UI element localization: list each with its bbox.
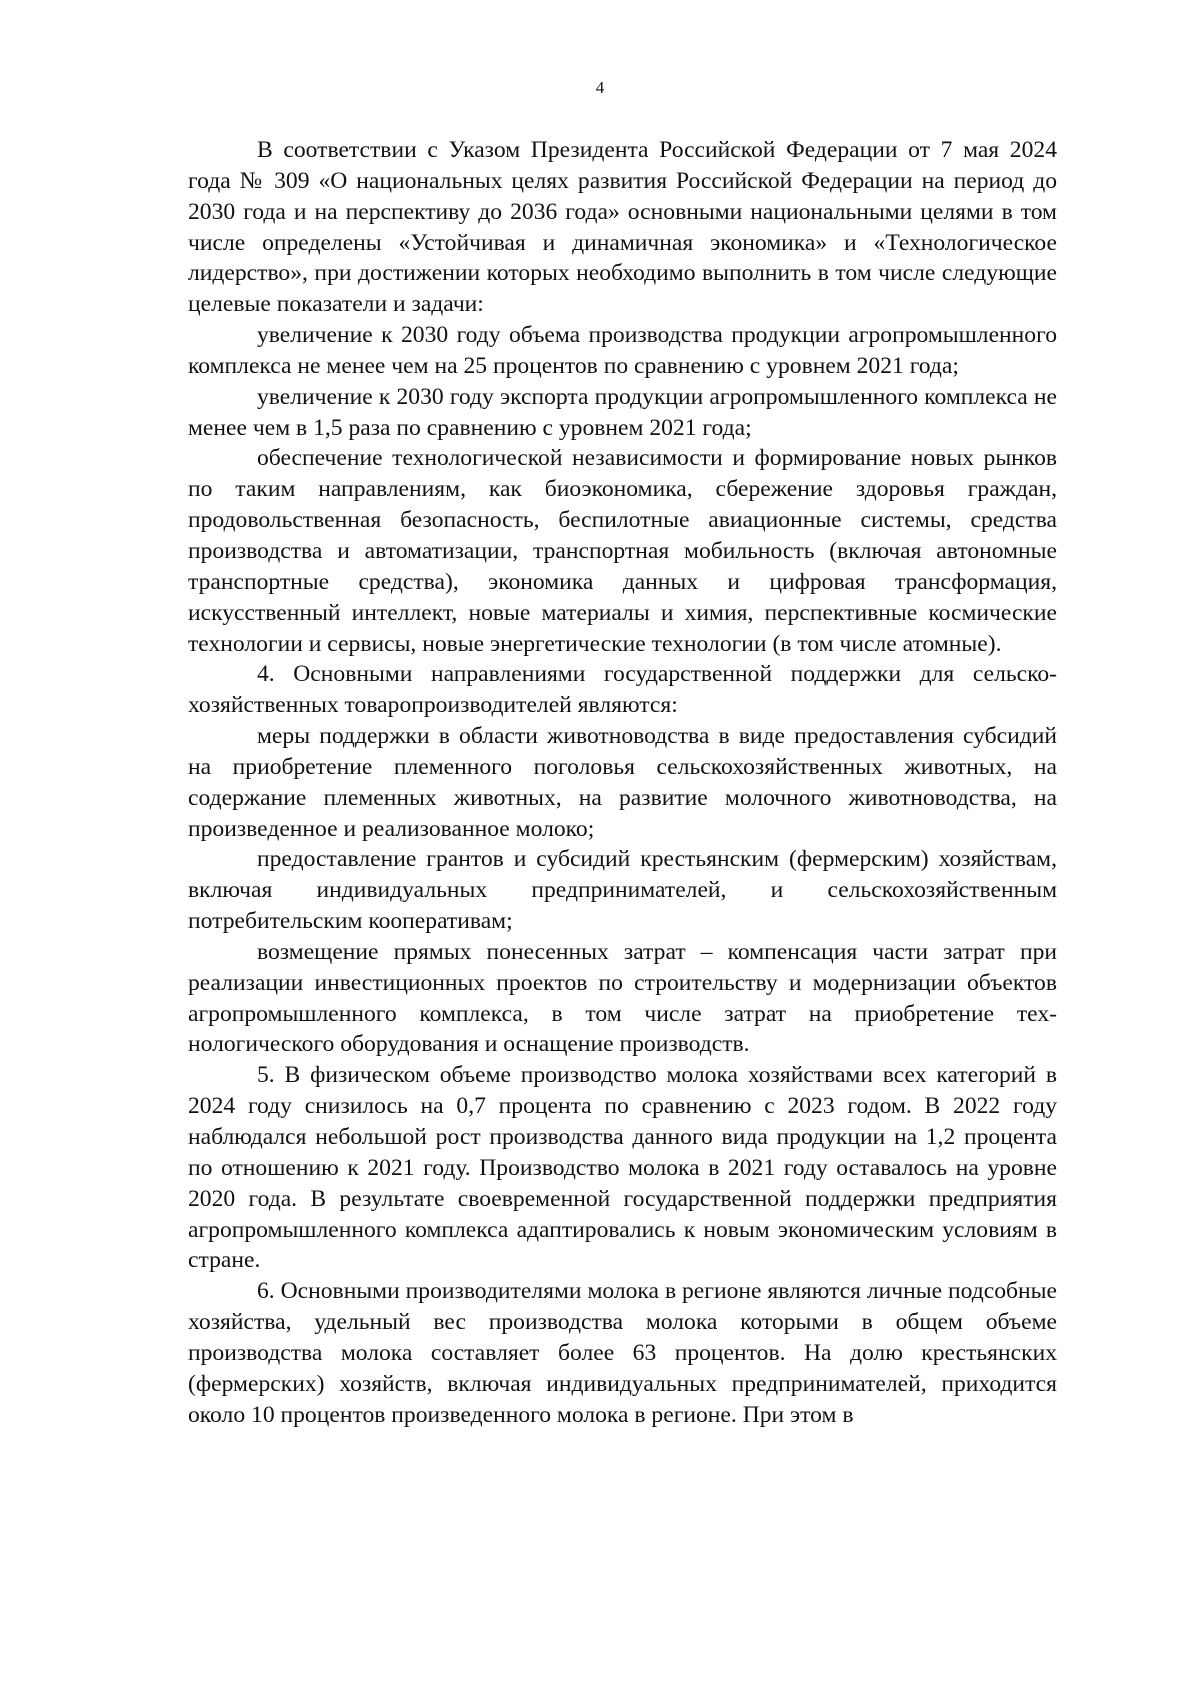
paragraph-livestock-support: меры поддержки в области животноводства в виде предоставления субсидий на приобретение племенного поголовья сельскохозяйственных животных, на содержание племенных животных, на развитие молочного животноводства, на произведенное и реализованное молоко; — [188, 723, 1057, 842]
paragraph-milk-production-dynamics: 5. В физическом объеме производство молока хозяйствами всех категорий в 2024 году снизилось на 0,7 процента по сравнению с 2023 годом. В 2022 году наблюдался небольшой рост производства данного вида продукции на 1,2 процента по отношению к 2021 году. Производство молока в 2021 году оставалось на уровне 2020 года. В результате своевременной государственной поддержки предприятия агропромышленного комплекса адаптировались к новым экономическим условиям в стране. — [188, 1062, 1057, 1274]
page-number: 4 — [595, 78, 605, 97]
paragraph-milk-producers: 6. Основными производителями молока в регионе являются личные подсобные хозяйства, удельный вес производства молока которыми в общем объеме производства молока составляет более 63 процентов. На долю крестьянских (фермерских) хозяйств, включая индивидуальных предпринимателей, приходится около 10 процентов произведенного молока в регионе. При этом в — [188, 1278, 1057, 1428]
paragraph-technological-independence: обеспечение технологической независимости и формирование новых рынков по таким направлениям, как биоэкономика, сбережение здоровья граждан, продовольственная безопасность, беспилотные авиационные системы, средства производства и автоматизации, транспортная мобильность (включая автономные транспортные средства), экономика данных и цифровая трансформация, искусственный интеллект, новые материалы и химия, перспективные космические технологии и сервисы, новые энергетические технологии (в том числе атомные). — [188, 445, 1057, 657]
paragraph-state-support-directions: 4. Основными направлениями государственной поддержки для сельскохозяйственных товаропроизводителей являются: — [188, 661, 1057, 719]
paragraph-agro-export-target: увеличение к 2030 году экспорта продукции агропромышленного комплекса не менее чем в 1,5 раза по сравнению с уровнем 2021 года; — [188, 383, 1057, 441]
paragraph-cost-compensation: возмещение прямых понесенных затрат – компенсация части затрат при реализации инвестиционных проектов по строительству и модернизации объектов агропромышленного комплекса, в том числе затрат на приобретение технологического оборудования и оснащение производств. — [188, 938, 1057, 1058]
paragraph-national-goals: В соответствии с Указом Президента Российской Федерации от 7 мая 2024 года № 309 «О национальных целях развития Российской Федерации на период до 2030 года и на перспективу до 2036 года» основными национальными целями в том числе определены «Устойчивая и динамичная экономика» и «Технологическое лидерство», при достижении которых необходимо выполнить в том числе следующие целевые показатели и задачи: — [188, 137, 1057, 318]
paragraph-grants-farms: предоставление грантов и субсидий крестьянским (фермерским) хозяйствам, включая индивидуальных предпринимателей, и сельскохозяйственным потребительским кооперативам; — [188, 846, 1057, 935]
document-body — [188, 135, 1057, 1430]
paragraph-agro-production-target: увеличение к 2030 году объема производства продукции агропромышленного комплекса не менее чем на 25 процентов по сравнению с уровнем 2021 года; — [188, 322, 1057, 379]
